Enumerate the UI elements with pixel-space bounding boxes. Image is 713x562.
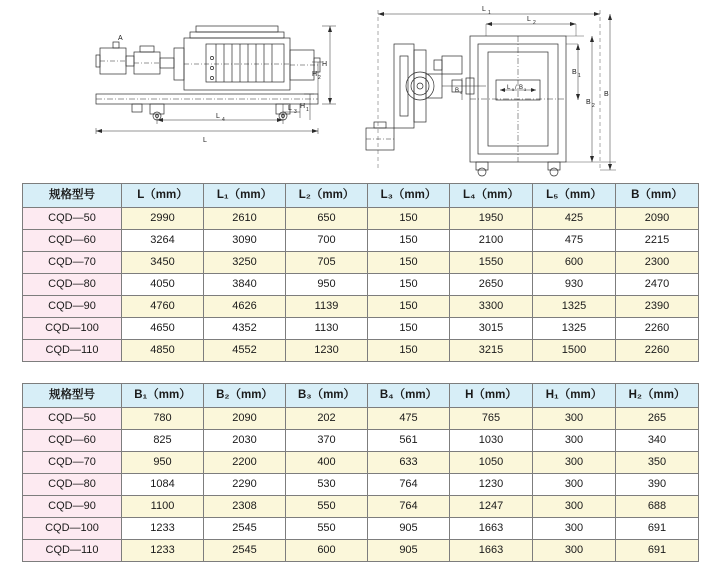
cell-value: 2300 bbox=[616, 252, 699, 274]
svg-text:1: 1 bbox=[578, 73, 581, 79]
cell-value: 1325 bbox=[533, 318, 616, 340]
cell-model: CQD—70 bbox=[23, 252, 122, 274]
cell-value: 2100 bbox=[450, 230, 533, 252]
cell-value: 4760 bbox=[122, 296, 204, 318]
cell-value: 2030 bbox=[204, 430, 286, 452]
cell-value: 350 bbox=[616, 452, 699, 474]
cell-value: 3840 bbox=[204, 274, 286, 296]
table1-header-5: L₄（mm） bbox=[450, 184, 533, 208]
cell-value: 4650 bbox=[122, 318, 204, 340]
cell-model: CQD—50 bbox=[23, 208, 122, 230]
cell-value: 1030 bbox=[450, 430, 533, 452]
table1-header-0: 规格型号 bbox=[23, 184, 122, 208]
cell-value: 3300 bbox=[450, 296, 533, 318]
table-row bbox=[23, 274, 699, 296]
table-row bbox=[23, 296, 699, 318]
cell-model: CQD—60 bbox=[23, 430, 122, 452]
cell-value: 150 bbox=[368, 296, 450, 318]
cell-value: 550 bbox=[286, 518, 368, 540]
svg-text:L: L bbox=[203, 137, 207, 144]
cell-value: 1247 bbox=[450, 496, 533, 518]
table1-header-1: L（mm） bbox=[122, 184, 204, 208]
table1-header-4: L₃（mm） bbox=[368, 184, 450, 208]
svg-text:2: 2 bbox=[318, 75, 321, 81]
cell-value: 765 bbox=[450, 408, 533, 430]
table2-header-4: B₄（mm） bbox=[368, 384, 450, 408]
cell-value: 150 bbox=[368, 340, 450, 362]
table-row bbox=[23, 318, 699, 340]
cell-value: 150 bbox=[368, 230, 450, 252]
table1-header-3: L₂（mm） bbox=[286, 184, 368, 208]
cell-model: CQD—80 bbox=[23, 474, 122, 496]
cell-model: CQD—90 bbox=[23, 496, 122, 518]
svg-text:L: L bbox=[527, 16, 531, 23]
table-row bbox=[23, 518, 699, 540]
table1-header-7: B（mm） bbox=[616, 184, 699, 208]
drawing-canvas bbox=[0, 0, 713, 178]
cell-value: 780 bbox=[122, 408, 204, 430]
table-row bbox=[23, 474, 699, 496]
svg-text:4: 4 bbox=[222, 117, 225, 123]
cell-value: 930 bbox=[533, 274, 616, 296]
svg-text:B: B bbox=[572, 69, 577, 76]
cell-value: 1550 bbox=[450, 252, 533, 274]
cell-value: 150 bbox=[368, 318, 450, 340]
table-row bbox=[23, 540, 699, 562]
technical-assembly-drawing bbox=[0, 0, 713, 178]
svg-text:1: 1 bbox=[306, 107, 309, 113]
cell-value: 300 bbox=[533, 408, 616, 430]
svg-text:H: H bbox=[322, 61, 328, 68]
cell-value: 950 bbox=[286, 274, 368, 296]
table2-header-3: B₃（mm） bbox=[286, 384, 368, 408]
cell-value: 825 bbox=[122, 430, 204, 452]
cell-value: 688 bbox=[616, 496, 699, 518]
table2-head bbox=[23, 384, 699, 408]
cell-value: 370 bbox=[286, 430, 368, 452]
cell-value: 202 bbox=[286, 408, 368, 430]
cell-model: CQD—100 bbox=[23, 318, 122, 340]
svg-text:B: B bbox=[586, 99, 591, 106]
cell-value: 705 bbox=[286, 252, 368, 274]
svg-text:B: B bbox=[519, 85, 524, 91]
table2-header-7: H₂（mm） bbox=[616, 384, 699, 408]
cell-value: 4626 bbox=[204, 296, 286, 318]
cell-value: 4552 bbox=[204, 340, 286, 362]
cell-value: 150 bbox=[368, 208, 450, 230]
cell-value: 1230 bbox=[450, 474, 533, 496]
cell-value: 2610 bbox=[204, 208, 286, 230]
cell-value: 600 bbox=[533, 252, 616, 274]
cell-value: 300 bbox=[533, 496, 616, 518]
cell-value: 2090 bbox=[204, 408, 286, 430]
cell-value: 764 bbox=[368, 496, 450, 518]
cell-value: 2090 bbox=[616, 208, 699, 230]
dimension-table-1 bbox=[22, 183, 699, 362]
svg-text:L: L bbox=[216, 113, 220, 120]
svg-text:3: 3 bbox=[524, 87, 527, 92]
table-row bbox=[23, 208, 699, 230]
cell-model: CQD—90 bbox=[23, 296, 122, 318]
table-row bbox=[23, 230, 699, 252]
cell-value: 300 bbox=[533, 430, 616, 452]
svg-text:H: H bbox=[300, 103, 306, 110]
svg-text:2: 2 bbox=[533, 20, 536, 26]
cell-value: 1233 bbox=[122, 540, 204, 562]
cell-value: 764 bbox=[368, 474, 450, 496]
cell-value: 2990 bbox=[122, 208, 204, 230]
cell-value: 1084 bbox=[122, 474, 204, 496]
table2-header-6: H₁（mm） bbox=[533, 384, 616, 408]
cell-value: 2200 bbox=[204, 452, 286, 474]
cell-value: 300 bbox=[533, 540, 616, 562]
cell-value: 1325 bbox=[533, 296, 616, 318]
cell-value: 2545 bbox=[204, 540, 286, 562]
cell-model: CQD—80 bbox=[23, 274, 122, 296]
cell-value: 390 bbox=[616, 474, 699, 496]
cell-value: 400 bbox=[286, 452, 368, 474]
dimension-table-1-wrapper bbox=[22, 183, 690, 362]
cell-value: 1663 bbox=[450, 540, 533, 562]
table2-header-5: H（mm） bbox=[450, 384, 533, 408]
cell-value: 3215 bbox=[450, 340, 533, 362]
cell-value: 1230 bbox=[286, 340, 368, 362]
svg-text:3: 3 bbox=[294, 109, 297, 115]
table2-header-1: B₁（mm） bbox=[122, 384, 204, 408]
cell-value: 150 bbox=[368, 252, 450, 274]
cell-model: CQD—100 bbox=[23, 518, 122, 540]
cell-model: CQD—70 bbox=[23, 452, 122, 474]
cell-value: 300 bbox=[533, 452, 616, 474]
cell-value: 1050 bbox=[450, 452, 533, 474]
cell-value: 1139 bbox=[286, 296, 368, 318]
cell-value: 300 bbox=[533, 518, 616, 540]
table-row bbox=[23, 408, 699, 430]
cell-value: 2260 bbox=[616, 340, 699, 362]
cell-value: 1950 bbox=[450, 208, 533, 230]
cell-value: 265 bbox=[616, 408, 699, 430]
cell-value: 1233 bbox=[122, 518, 204, 540]
cell-value: 905 bbox=[368, 540, 450, 562]
table2-header-row bbox=[23, 384, 699, 408]
cell-value: 475 bbox=[533, 230, 616, 252]
cell-value: 633 bbox=[368, 452, 450, 474]
table-row bbox=[23, 340, 699, 362]
svg-text:L: L bbox=[288, 105, 292, 112]
cell-value: 150 bbox=[368, 274, 450, 296]
cell-value: 1100 bbox=[122, 496, 204, 518]
cell-value: 3450 bbox=[122, 252, 204, 274]
cell-value: 3015 bbox=[450, 318, 533, 340]
table1-head bbox=[23, 184, 699, 208]
cell-value: 530 bbox=[286, 474, 368, 496]
table-row bbox=[23, 452, 699, 474]
cell-value: 4850 bbox=[122, 340, 204, 362]
cell-value: 1500 bbox=[533, 340, 616, 362]
cell-value: 2650 bbox=[450, 274, 533, 296]
cell-model: CQD—50 bbox=[23, 408, 122, 430]
cell-value: 2290 bbox=[204, 474, 286, 496]
cell-value: 475 bbox=[368, 408, 450, 430]
cell-value: 2260 bbox=[616, 318, 699, 340]
cell-value: 561 bbox=[368, 430, 450, 452]
svg-text:B: B bbox=[455, 88, 460, 94]
cell-value: 425 bbox=[533, 208, 616, 230]
svg-text:5: 5 bbox=[512, 87, 515, 92]
svg-text:1: 1 bbox=[488, 10, 491, 16]
cell-value: 3264 bbox=[122, 230, 204, 252]
table1-header-row bbox=[23, 184, 699, 208]
cell-value: 1130 bbox=[286, 318, 368, 340]
svg-text:4: 4 bbox=[460, 90, 463, 95]
cell-value: 2470 bbox=[616, 274, 699, 296]
table-row bbox=[23, 496, 699, 518]
table1-header-2: L₁（mm） bbox=[204, 184, 286, 208]
svg-text:/: / bbox=[515, 85, 517, 91]
cell-value: 2215 bbox=[616, 230, 699, 252]
table-row bbox=[23, 430, 699, 452]
table1-header-6: L₅（mm） bbox=[533, 184, 616, 208]
cell-value: 950 bbox=[122, 452, 204, 474]
cell-value: 2308 bbox=[204, 496, 286, 518]
svg-text:L: L bbox=[507, 85, 511, 91]
cell-value: 905 bbox=[368, 518, 450, 540]
cell-value: 691 bbox=[616, 518, 699, 540]
svg-text:L: L bbox=[482, 6, 486, 13]
cell-value: 691 bbox=[616, 540, 699, 562]
cell-model: CQD—110 bbox=[23, 540, 122, 562]
dimension-table-2-wrapper bbox=[22, 383, 690, 562]
table-row bbox=[23, 252, 699, 274]
table1-body bbox=[23, 208, 699, 362]
cell-value: 2390 bbox=[616, 296, 699, 318]
cell-value: 340 bbox=[616, 430, 699, 452]
cell-value: 650 bbox=[286, 208, 368, 230]
table2-body bbox=[23, 408, 699, 562]
dimension-table-2 bbox=[22, 383, 699, 562]
cell-value: 4050 bbox=[122, 274, 204, 296]
cell-value: 3090 bbox=[204, 230, 286, 252]
table2-header-2: B₂（mm） bbox=[204, 384, 286, 408]
table2-header-0: 规格型号 bbox=[23, 384, 122, 408]
cell-value: 600 bbox=[286, 540, 368, 562]
cell-value: 550 bbox=[286, 496, 368, 518]
svg-text:H: H bbox=[312, 71, 318, 78]
svg-text:B: B bbox=[604, 91, 609, 98]
cell-value: 700 bbox=[286, 230, 368, 252]
svg-text:2: 2 bbox=[592, 103, 595, 109]
cell-value: 4352 bbox=[204, 318, 286, 340]
cell-value: 1663 bbox=[450, 518, 533, 540]
svg-text:A: A bbox=[118, 35, 123, 42]
cell-model: CQD—110 bbox=[23, 340, 122, 362]
cell-value: 300 bbox=[533, 474, 616, 496]
cell-model: CQD—60 bbox=[23, 230, 122, 252]
cell-value: 2545 bbox=[204, 518, 286, 540]
cell-value: 3250 bbox=[204, 252, 286, 274]
